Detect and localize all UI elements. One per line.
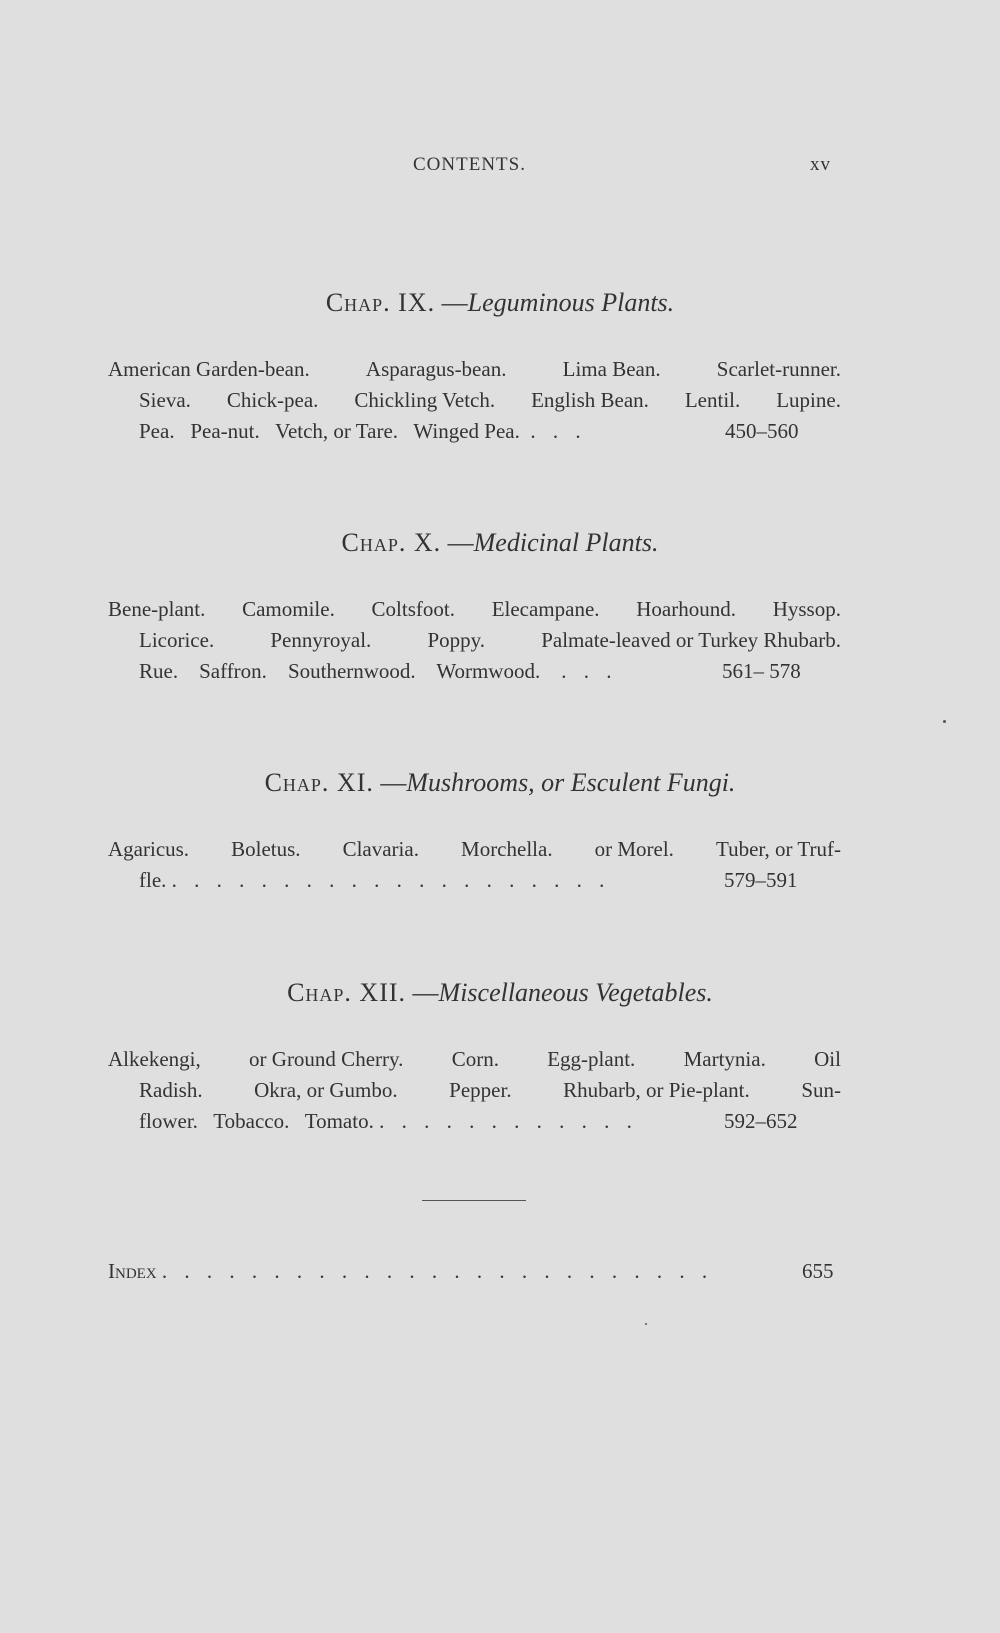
entry: Coltsfoot. — [371, 597, 455, 621]
entry: Palmate-leaved or Turkey Rhubarb. — [541, 628, 841, 652]
entry: Pea. — [139, 419, 175, 443]
entry: Radish. — [139, 1078, 203, 1102]
entry: Hyssop. — [772, 597, 841, 621]
entry: Lima Bean. — [562, 357, 661, 381]
entry: or Ground Cherry. — [249, 1047, 404, 1071]
chapter-title: Leguminous Plants. — [467, 288, 675, 317]
chapter-dash: — — [412, 978, 439, 1007]
leader-dots: . . . . . . . . . . . . . . . . . . . . — [171, 868, 611, 892]
chapter-dash: — — [447, 528, 474, 557]
entry: Licorice. — [139, 628, 215, 652]
running-head-page-number: xv — [810, 154, 831, 175]
entry: Tobacco. — [213, 1109, 290, 1133]
index-label: Index — [108, 1259, 157, 1283]
chapter-title: Mushrooms, or Esculent Fungi. — [406, 768, 736, 797]
chapter-heading-ix — [0, 288, 1000, 318]
entry: Tomato. — [304, 1109, 374, 1133]
chapter-dash: — — [441, 288, 468, 317]
running-head-title: CONTENTS. — [413, 154, 526, 175]
chapter-heading-x — [0, 528, 1000, 558]
entry: Saffron. — [199, 659, 267, 683]
entry: Wormwood. — [436, 659, 541, 683]
chapter-ix-line-3 — [139, 419, 587, 444]
entry: Clavaria. — [342, 837, 419, 861]
chapter-heading-xi — [0, 768, 1000, 798]
chapter-title: Miscellaneous Vegetables. — [438, 978, 713, 1007]
chapter-xii-line-2 — [139, 1078, 841, 1103]
entry: Alkekengi, — [108, 1047, 201, 1071]
entry: Tuber, or Truf- — [715, 837, 841, 861]
entry: Martynia. — [683, 1047, 766, 1071]
chapter-xi-line-2 — [139, 868, 610, 893]
entry: Asparagus-bean. — [365, 357, 507, 381]
entry: Pennyroyal. — [270, 628, 372, 652]
entry: English Bean. — [531, 388, 649, 412]
entry: Bene-plant. — [108, 597, 206, 621]
entry: Pea-nut. — [190, 419, 260, 443]
leader-dots: . . . — [530, 419, 587, 443]
entry: Vetch, or Tare. — [275, 419, 399, 443]
chapter-xi-pages: 579–591 — [724, 868, 798, 892]
chapter-x-pages: 561– 578 — [722, 659, 801, 683]
chapter-label: Chap. XI. — [264, 768, 374, 797]
chapter-ix-line-2 — [139, 388, 841, 413]
index-page: 655 — [802, 1259, 834, 1283]
entry: Lentil. — [684, 388, 741, 412]
entry: Sieva. — [139, 388, 191, 412]
entry: Morchella. — [461, 837, 553, 861]
entry: Agaricus. — [108, 837, 190, 861]
entry: Poppy. — [427, 628, 486, 652]
entry: Camomile. — [242, 597, 335, 621]
chapter-label: Chap. X. — [341, 528, 442, 557]
chapter-xi-line-1 — [108, 837, 841, 862]
section-divider — [422, 1200, 526, 1201]
index-line — [108, 1259, 713, 1284]
entry: Chick-pea. — [226, 388, 319, 412]
entry: flower. — [139, 1109, 198, 1133]
entry: Hoarhound. — [636, 597, 736, 621]
chapter-title: Medicinal Plants. — [473, 528, 659, 557]
chapter-ix-line-1 — [108, 357, 841, 382]
chapter-xii-line-1 — [108, 1047, 841, 1072]
entry: Rhubarb, or Pie-plant. — [563, 1078, 750, 1102]
scan-speck — [943, 720, 946, 723]
chapter-xii-pages: 592–652 — [724, 1109, 798, 1133]
entry: Scarlet-runner. — [716, 357, 841, 381]
entry: Elecampane. — [491, 597, 600, 621]
entry: or Morel. — [594, 837, 674, 861]
leader-dots: . . . . . . . . . . . . . . . . . . . . . . . . . — [161, 1259, 714, 1283]
chapter-label: Chap. XII. — [287, 978, 407, 1007]
entry: American Garden-bean. — [108, 357, 310, 381]
chapter-xii-line-3 — [139, 1109, 638, 1134]
chapter-heading-xii — [0, 978, 1000, 1008]
chapter-x-line-3 — [139, 659, 617, 684]
entry: Boletus. — [231, 837, 301, 861]
leader-dots: . . . — [561, 659, 618, 683]
chapter-x-line-1 — [108, 597, 841, 622]
entry: Corn. — [451, 1047, 499, 1071]
chapter-x-line-2 — [139, 628, 841, 653]
entry: Egg-plant. — [547, 1047, 636, 1071]
entry: Oil — [814, 1047, 841, 1071]
scan-speck — [645, 1323, 647, 1325]
chapter-ix-pages: 450–560 — [725, 419, 799, 443]
chapter-dash: — — [380, 768, 407, 797]
entry: Lupine. — [776, 388, 841, 412]
entry: Southernwood. — [287, 659, 416, 683]
leader-dots: . . . . . . . . . . . . — [379, 1109, 638, 1133]
chapter-label: Chap. IX. — [325, 288, 436, 317]
entry: Winged Pea. — [413, 419, 520, 443]
entry: Sun- — [801, 1078, 841, 1102]
entry: Rue. — [139, 659, 179, 683]
entry: Okra, or Gumbo. — [254, 1078, 398, 1102]
entry: Chickling Vetch. — [354, 388, 496, 412]
entry: Pepper. — [449, 1078, 512, 1102]
entry: fle. — [139, 868, 167, 892]
